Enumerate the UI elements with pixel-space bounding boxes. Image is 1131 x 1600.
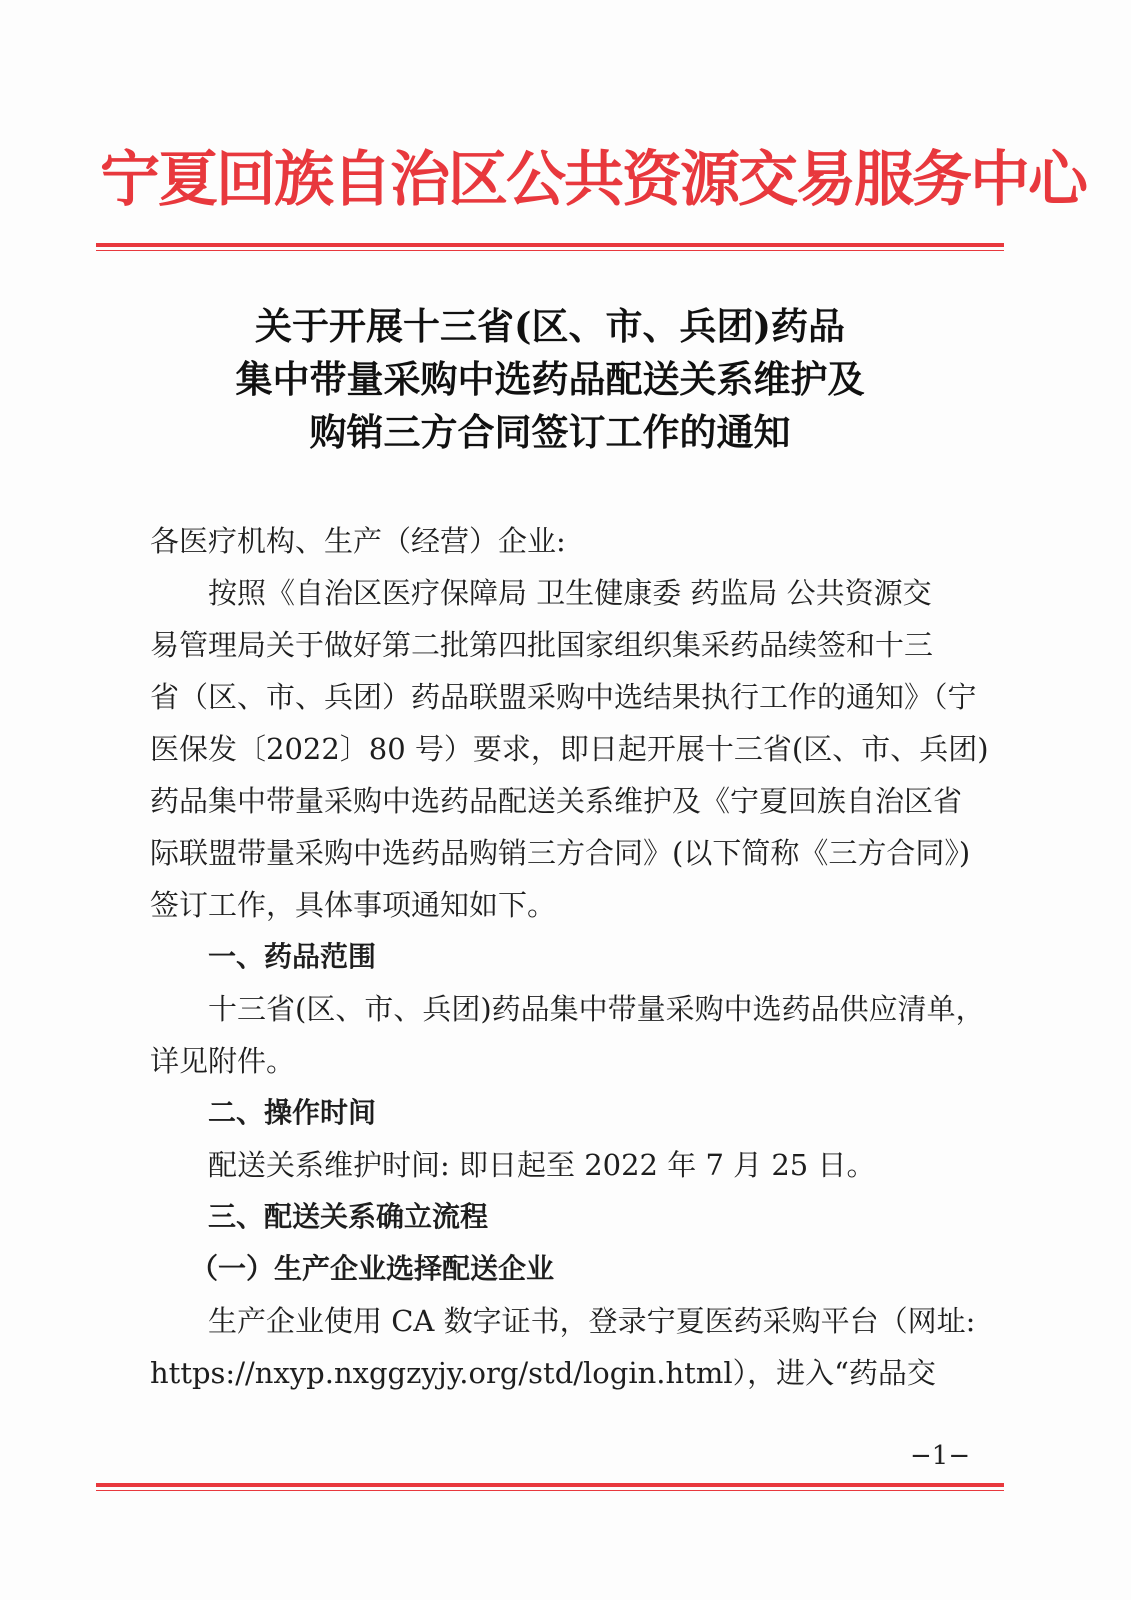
title-line-2: 集中带量采购中选药品配送关系维护及 <box>235 357 865 401</box>
title-line-1: 关于开展十三省(区、市、兵团)药品 <box>254 304 845 348</box>
header-divider <box>96 243 1004 251</box>
intro-line: 签订工作，具体事项通知如下。 <box>150 888 557 922</box>
organization-header: 宁夏回族自治区公共资源交易服务中心 <box>100 145 1086 215</box>
section-heading-drug-scope: 一、药品范围 <box>208 940 377 973</box>
document-title <box>150 300 950 459</box>
salutation: 各医疗机构、生产（经营）企业: <box>150 524 566 558</box>
section1-line: 详见附件。 <box>150 1044 296 1078</box>
intro-line: 药品集中带量采购中选药品配送关系维护及《宁夏回族自治区省 <box>150 784 963 818</box>
page-number: −1− <box>910 1441 971 1471</box>
intro-line: 按照《自治区医疗保障局 卫生健康委 药监局 公共资源交 <box>208 576 932 610</box>
subsection1-line: 生产企业使用 CA 数字证书，登录宁夏医药采购平台（网址: <box>208 1304 976 1338</box>
section1-paragraph <box>150 983 988 1087</box>
intro-line: 易管理局关于做好第二批第四批国家组织集采药品续签和十三 <box>150 628 934 662</box>
intro-line: 省（区、市、兵团）药品联盟采购中选结果执行工作的通知》（宁 <box>150 680 977 714</box>
intro-line: 医保发〔2022〕80 号）要求，即日起开展十三省(区、市、兵团) <box>150 732 989 766</box>
subsection-heading-select-distributor: （一）生产企业选择配送企业 <box>190 1252 555 1285</box>
intro-paragraph <box>150 567 988 931</box>
section-heading-delivery-process: 三、配送关系确立流程 <box>208 1200 489 1233</box>
section1-line: 十三省(区、市、兵团)药品集中带量采购中选药品供应清单， <box>208 992 985 1026</box>
title-line-3: 购销三方合同签订工作的通知 <box>309 410 791 454</box>
section-heading-operation-time: 二、操作时间 <box>208 1096 377 1129</box>
section2-paragraph: 配送关系维护时间: 即日起至 2022 年 7 月 25 日。 <box>208 1148 876 1182</box>
document-body <box>150 515 988 1399</box>
subsection1-line: https://nxyp.nxggzyjy.org/std/login.html），进入“药品交 <box>150 1356 936 1390</box>
footer-divider <box>96 1483 1004 1491</box>
subsection1-paragraph <box>150 1295 988 1399</box>
intro-line: 际联盟带量采购中选药品购销三方合同》(以下简称《三方合同》) <box>150 836 971 870</box>
